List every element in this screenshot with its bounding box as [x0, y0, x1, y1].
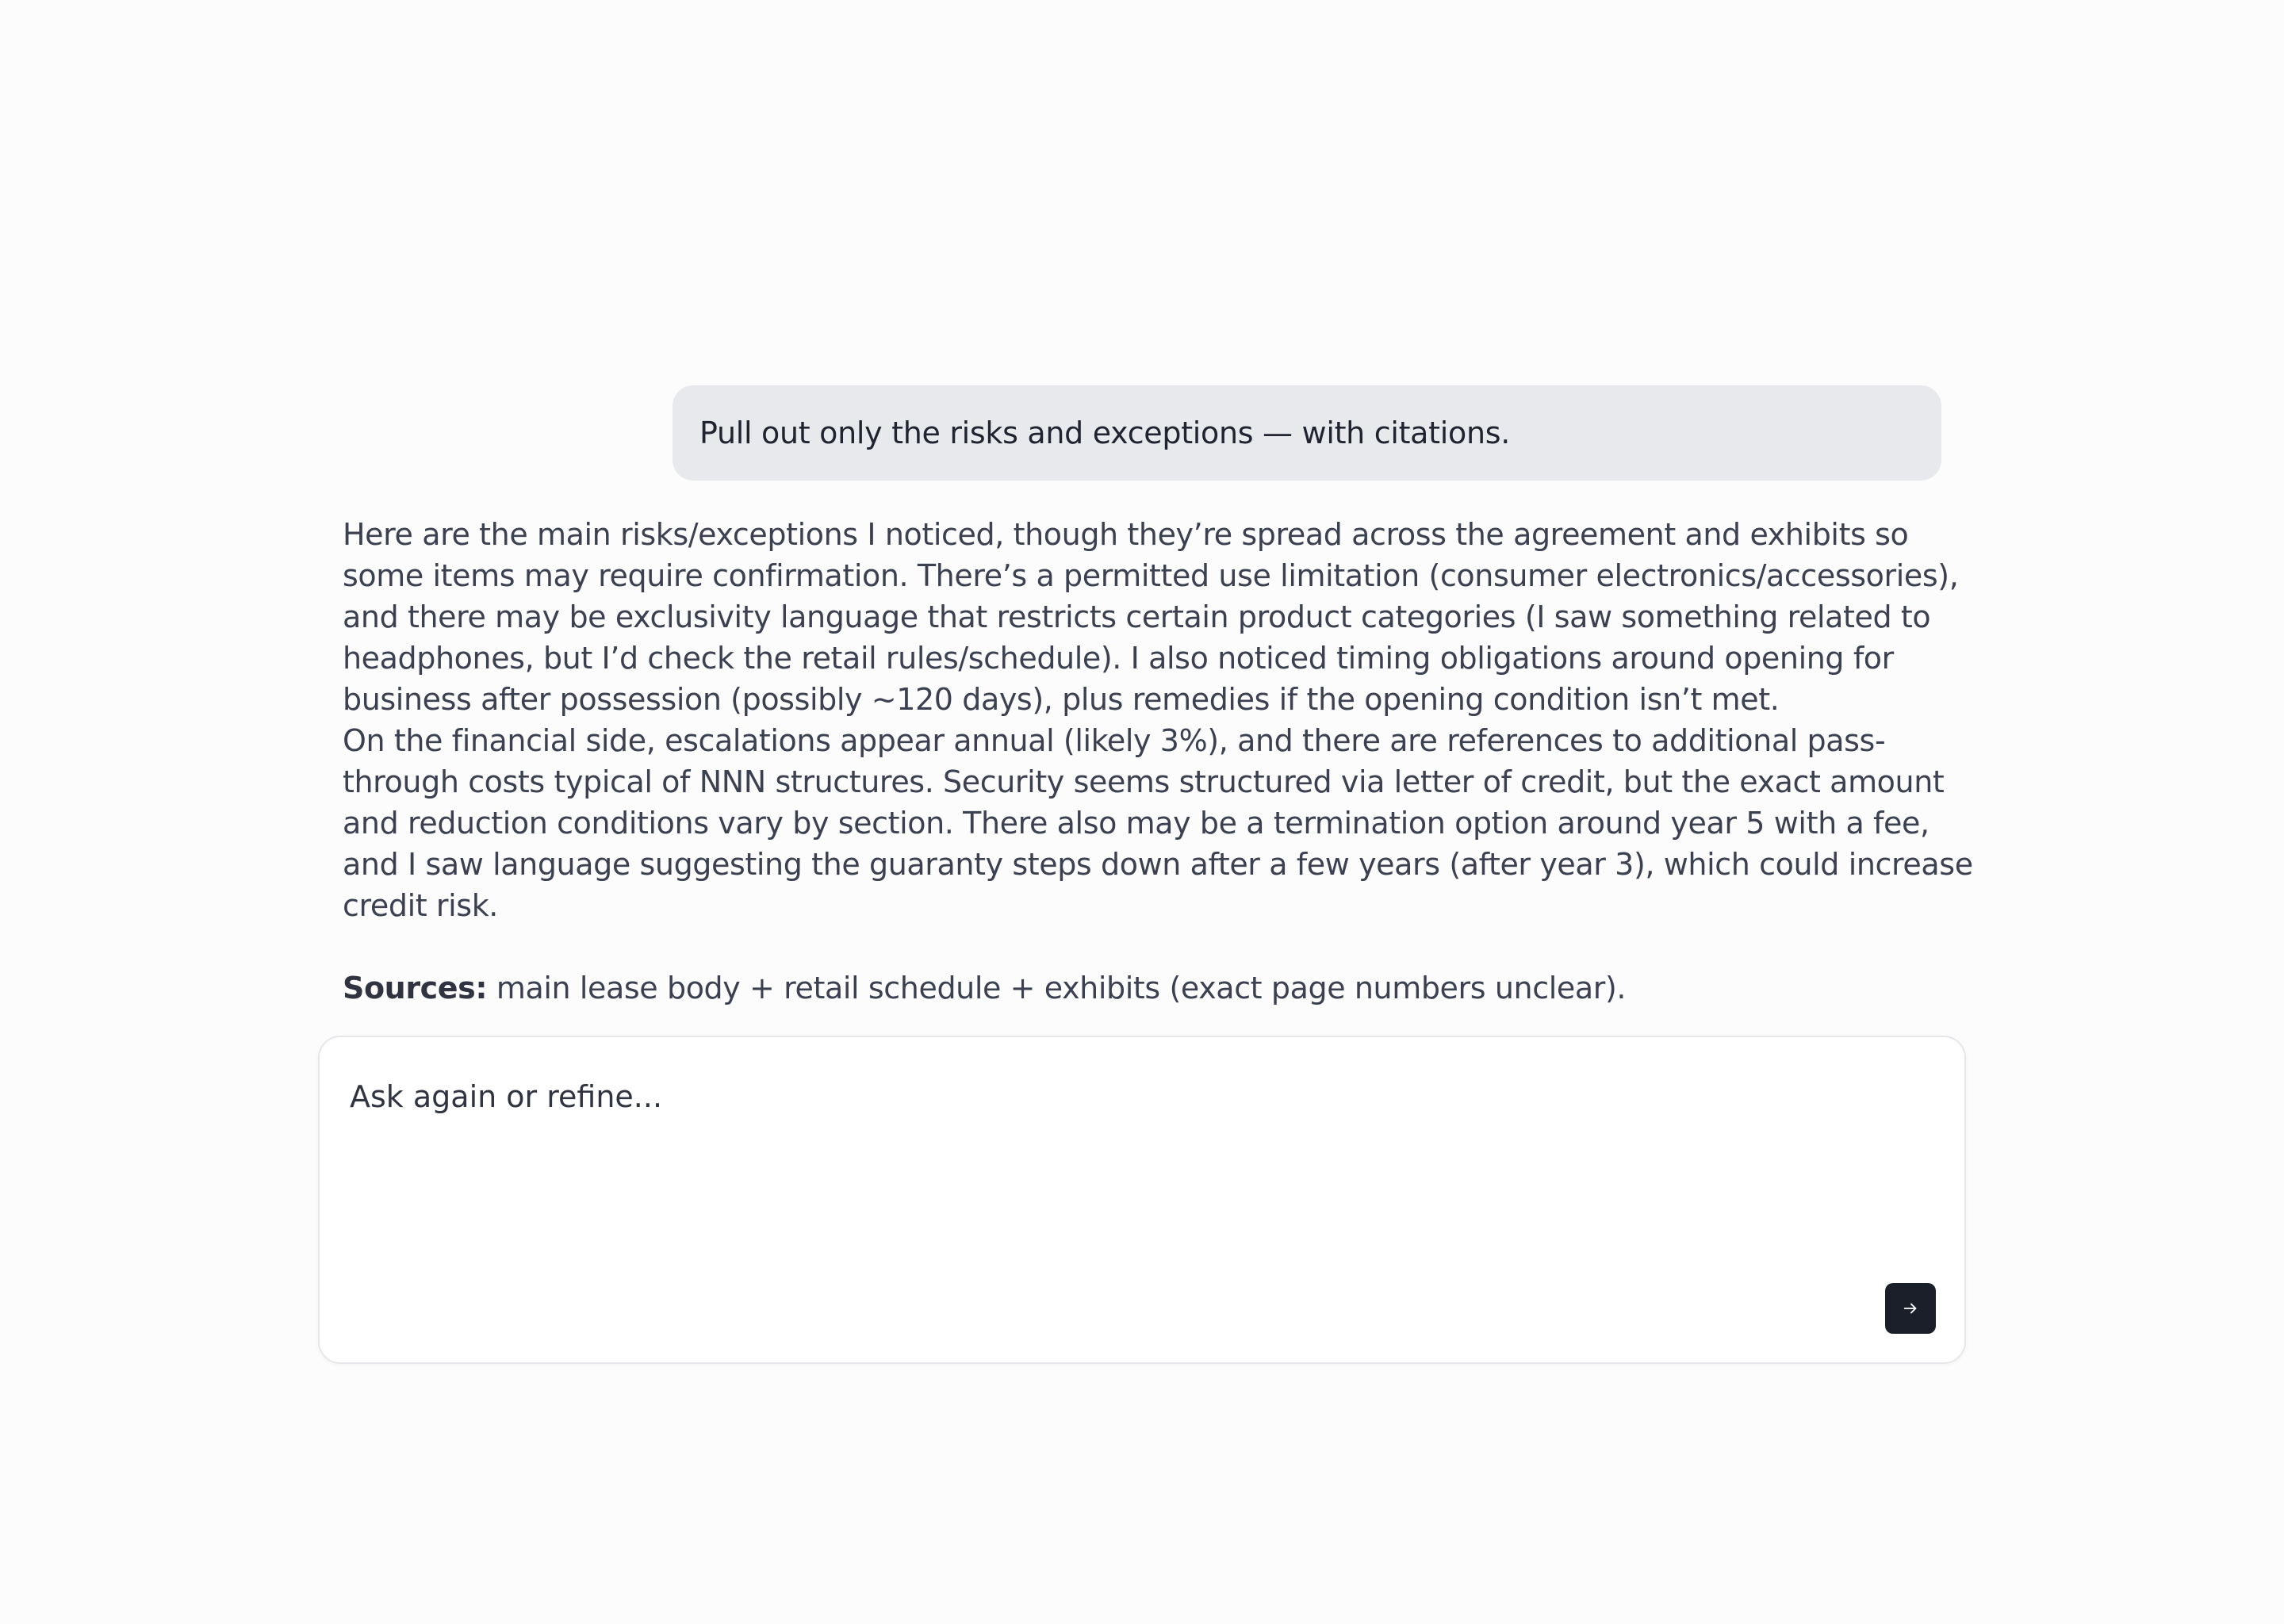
assistant-paragraph: On the financial side, escalations appear annual (likely 3%), and there are references to additional pass-through costs typical of NNN structures. Security seems structured via letter of credit, but the exact amount and reduction conditions vary by section. There also may be a termination option around year 5 with a fee, and I saw language suggesting the guaranty steps down after a few years (after year 3), which could increase credit risk. [343, 723, 1973, 923]
user-message-bubble [673, 385, 1941, 481]
assistant-paragraph: Here are the main risks/exceptions I noticed, though they’re spread across the agreement and exhibits so some items may require confirmation. There’s a permitted use limitation (consumer electronics/accessories), and there may be exclusivity language that restricts certain product categories (I saw something related to headphones, but I’d check the retail rules/schedule). I also noticed timing obligations around opening for business after possession (possibly ~120 days), plus remedies if the opening condition isn’t met. [343, 517, 1959, 717]
user-message-text: Pull out only the risks and exceptions — with citations. [699, 416, 1511, 450]
sources-label: Sources: [343, 971, 488, 1005]
sources-text: main lease body + retail schedule + exhibits (exact page numbers unclear). [487, 971, 1627, 1005]
composer-box [318, 1036, 1966, 1364]
assistant-response [343, 514, 1976, 1009]
assistant-sources [343, 967, 1976, 1009]
arrow-right-icon [1902, 1300, 1919, 1317]
composer-input[interactable] [350, 1069, 1904, 1124]
send-button[interactable] [1885, 1283, 1936, 1334]
